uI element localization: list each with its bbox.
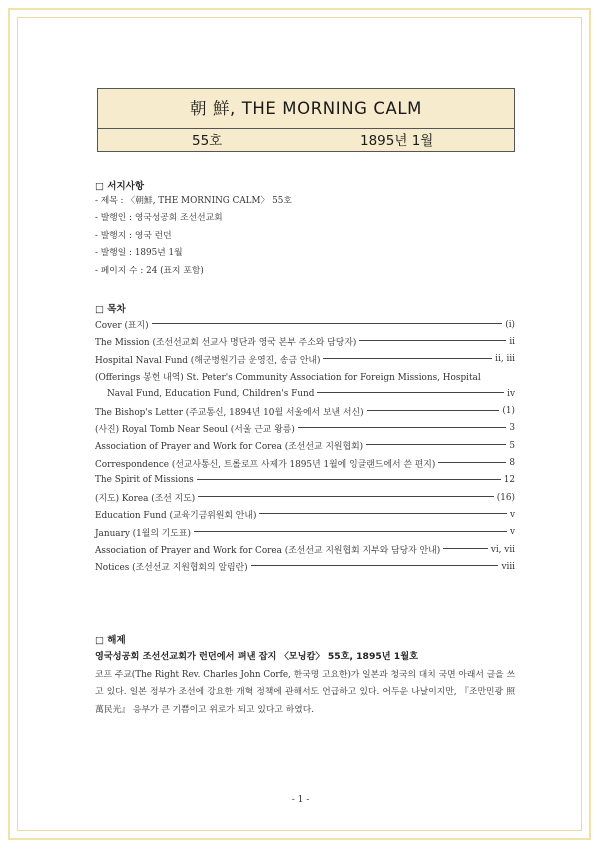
toc-item bbox=[95, 368, 515, 385]
toc-page: 12 bbox=[503, 475, 515, 486]
toc-page: v bbox=[509, 509, 515, 520]
toc-leader bbox=[443, 548, 488, 549]
bibliography-heading: □ 서지사항 bbox=[95, 181, 144, 192]
toc-label: Correspondence (선교사통신, 트롤로프 사제가 1895년 1월에 잉글랜드에서 쓴 편지) bbox=[95, 459, 436, 470]
issue-date: 1895년 1월 bbox=[360, 133, 434, 149]
toc-label: Association of Prayer and Work for Corea (조선선교 지원협회) bbox=[95, 442, 364, 453]
toc-page: (16) bbox=[496, 492, 515, 503]
page-number: - 1 - bbox=[291, 795, 310, 805]
commentary-body: 코프 주교(The Right Rev. Charles John Corfe, 한국명 고요한)가 일본과 청국의 대치 국면 아래서 글을 쓰고 있다. 일본 정부가 조선에 강요한 개혁 정책에 관해서도 언급하고 있다. 어두운 나날이지만, 『조만민광 照萬民光』 응부가 큰 기쁨이고 위로가 되고 있다고 하였다. bbox=[95, 670, 515, 715]
toc-item bbox=[95, 437, 515, 454]
toc-item bbox=[95, 472, 515, 489]
toc-item bbox=[95, 420, 515, 437]
toc-leader bbox=[194, 531, 507, 532]
toc-item bbox=[95, 333, 515, 350]
toc-page: v bbox=[509, 527, 515, 538]
toc-page: vi, vii bbox=[490, 544, 515, 555]
toc-leader bbox=[317, 392, 504, 393]
toc-page: 8 bbox=[509, 458, 515, 469]
toc-leader bbox=[323, 358, 492, 359]
toc-leader bbox=[197, 479, 501, 480]
toc-leader bbox=[367, 410, 500, 411]
toc-label: Notices (조선선교 지원협회의 알림란) bbox=[95, 563, 248, 574]
toc-leader bbox=[259, 513, 507, 514]
toc-item bbox=[95, 524, 515, 541]
title-box bbox=[97, 88, 515, 152]
bibliography-line: - 발행지 : 영국 런던 bbox=[95, 230, 172, 241]
toc-page: (i) bbox=[505, 319, 515, 330]
toc-page: 3 bbox=[509, 423, 515, 434]
toc-label: Hospital Naval Fund (해군병원기금 운영진, 송금 안내) bbox=[95, 355, 321, 366]
toc-heading: □ 목차 bbox=[95, 304, 126, 315]
bibliography-list bbox=[95, 193, 292, 280]
toc-item bbox=[95, 402, 515, 419]
toc-label: Association of Prayer and Work for Corea (조선선교 지원협회 지부와 담당자 안내) bbox=[95, 546, 441, 556]
toc-leader bbox=[198, 496, 494, 497]
toc-item bbox=[95, 506, 515, 523]
commentary-section bbox=[95, 648, 515, 719]
toc-leader bbox=[359, 340, 506, 341]
toc-page: iv bbox=[507, 388, 515, 399]
toc-item bbox=[95, 541, 515, 558]
toc-leader bbox=[251, 565, 499, 566]
toc-label: (Offerings 봉헌 내역) St. Peter's Community Association for Foreign Missions, Hospital bbox=[95, 373, 481, 384]
toc-label: The Bishop's Letter (주교통신, 1894년 10월 서울에서 보낸 서신) bbox=[95, 407, 364, 418]
toc-item bbox=[95, 351, 515, 368]
toc-item bbox=[95, 454, 515, 471]
toc-page: viii bbox=[501, 561, 515, 572]
toc-page: 5 bbox=[509, 440, 515, 451]
toc-label: Cover (표지) bbox=[95, 321, 149, 332]
toc-item bbox=[95, 558, 515, 575]
toc-label: The Mission (조선선교회 선교사 명단과 영국 본부 주소와 담당자) bbox=[95, 338, 357, 349]
toc-label: January (1월의 기도표) bbox=[95, 528, 191, 539]
table-of-contents bbox=[95, 316, 515, 575]
toc-label: The Spirit of Missions bbox=[95, 475, 194, 486]
toc-label: (지도) Korea (조선 지도) bbox=[95, 494, 196, 505]
bibliography-line: - 제목 : 〈朝鮮, THE MORNING CALM〉 55호 bbox=[95, 196, 292, 206]
toc-leader bbox=[438, 462, 506, 463]
bibliography-line: - 발행일 : 1895년 1월 bbox=[95, 248, 183, 259]
toc-item bbox=[95, 385, 515, 402]
toc-label: Naval Fund, Education Fund, Children's Fund bbox=[107, 388, 315, 399]
toc-label: (사진) Royal Tomb Near Seoul (서울 근교 왕릉) bbox=[95, 424, 295, 435]
toc-page: ii bbox=[509, 336, 515, 347]
commentary-title: 영국성공회 조선선교회가 런던에서 펴낸 잡지 〈모닝캄〉 55호, 1895년 1월호 bbox=[95, 651, 418, 662]
bibliography-line: - 발행인 : 영국성공회 조선선교회 bbox=[95, 213, 223, 224]
toc-leader bbox=[152, 323, 503, 324]
bibliography-line: - 페이지 수 : 24 (표지 포함) bbox=[95, 265, 204, 276]
toc-leader bbox=[298, 427, 507, 428]
toc-label: Education Fund (교육기금위원회 안내) bbox=[95, 511, 257, 522]
toc-item bbox=[95, 316, 515, 333]
toc-page: (1) bbox=[502, 406, 515, 417]
toc-leader bbox=[366, 444, 506, 445]
journal-title: 朝 鮮, THE MORNING CALM bbox=[98, 89, 514, 129]
toc-item bbox=[95, 489, 515, 506]
issue-number: 55호 bbox=[192, 133, 223, 149]
toc-page: ii, iii bbox=[495, 354, 515, 365]
issue-row bbox=[98, 129, 514, 153]
commentary-heading: □ 해제 bbox=[95, 635, 126, 646]
